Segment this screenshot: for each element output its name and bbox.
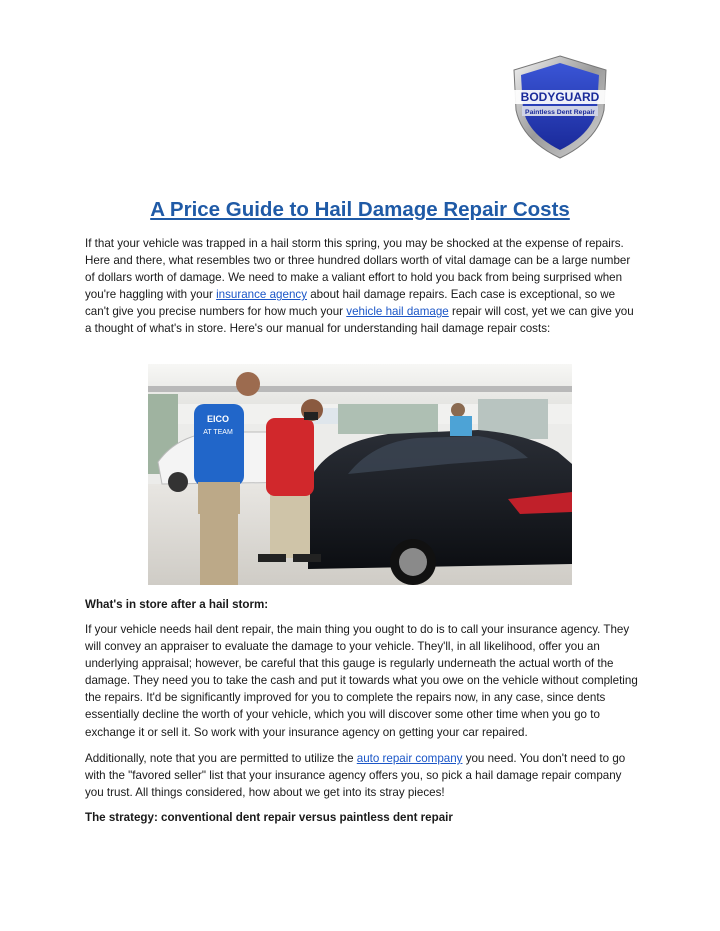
dealership-photo [148, 364, 572, 585]
intro-text-2: about hail damage repairs. Each case is exceptional, so we can't give you precise numbers for how much your [85, 288, 616, 319]
car-inspection-illustration [148, 364, 572, 585]
logo-tagline: Paintless Dent Repair [525, 109, 595, 116]
section-heading-strategy: The strategy: conventional dent repair versus paintless dent repair [85, 811, 453, 824]
intro-text-3: repair will cost, yet we can give you a thought of what's in store. Here's our manual for understanding hail damage repair costs: [85, 305, 634, 336]
auto-repair-text-2: you need. You don't need to go with the "favored seller" list that your insurance agency offers you, so pick a hail damage repair company you trust. All things considered, how about we get into its stray pieces! [85, 752, 626, 800]
bodyguard-logo [508, 52, 612, 162]
vehicle-hail-damage-link[interactable]: vehicle hail damage [346, 305, 449, 319]
auto-repair-paragraph [85, 750, 641, 801]
shield-logo-icon [508, 52, 612, 162]
page-title[interactable]: A Price Guide to Hail Damage Repair Costs [150, 198, 570, 221]
section-heading-storm: What's in store after a hail storm: [85, 598, 269, 611]
insurance-agency-link[interactable]: insurance agency [216, 288, 307, 302]
auto-repair-company-link[interactable]: auto repair company [356, 752, 463, 765]
shirt-logo-line1: EICO [206, 414, 230, 424]
intro-paragraph [85, 235, 641, 338]
storm-paragraph: If your vehicle needs hail dent repair, the main thing you ought to do is to call your insurance agency. They will convey an appraiser to evaluate the damage to your vehicle. They'll, in all likelihood, offer you an underlying appraisal; however, be careful that this gauge is regularly underneath the actual worth of the damage. They need you to take the cash and put it towards what you owe on the vehicle without completing the repairs. It'd be significantly improved for you to complete the repairs now, in any case, since dents essentially decline the worth of your vehicle, which you will discover some other time when you go to exchange it or sell it. So work with your insurance agency on getting your car repaired. [85, 623, 638, 739]
auto-repair-text-1: Additionally, note that you are permitted to utilize the [85, 752, 357, 765]
logo-brand: BODYGUARD [520, 90, 600, 104]
shirt-logo-line2: AT TEAM [203, 429, 233, 436]
intro-text-1: If that your vehicle was trapped in a hail storm this spring, you may be shocked at the expense of repairs. Here and there, what resembles two or three hundred dollars worth of vital damage can be a large number of dollars worth of damage. We need to make a valiant effort to hold you back from being surprised when you're haggling with your [85, 237, 631, 302]
